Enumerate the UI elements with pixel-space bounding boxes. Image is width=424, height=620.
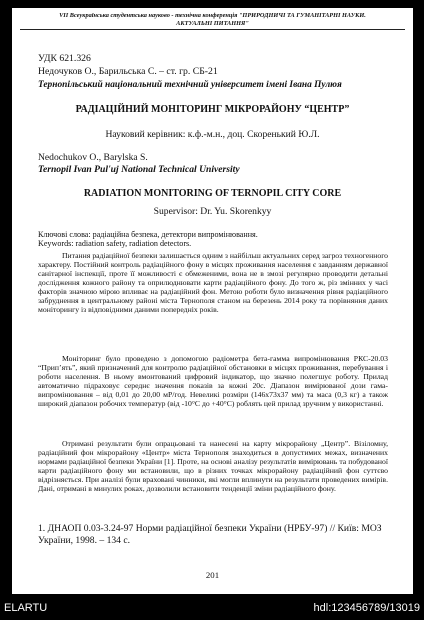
paragraph-3: Отримані результати були опрацьовані та нанесені на карту мікрорайону „Центр”. Візіломну, радіаційний фон мікрорайону «Центр» міста Тернополя знаходиться в допустимих межах, визначених нормами радіаційної безпеки України [1]. Проте, на основі аналізу результатів вимірювань та побудованої карти радіаційного фону ми встановили, що в різних точках мікрорайону радіаційний фон суттєво відрізняється. При аналізі були враховані чинники, які могли вплинути на результати проведених вимірів. Дані, отримані в минулих роках, дозволили встановити тенденції зміни радіаційного фону. — [38, 439, 388, 493]
repository-footer — [0, 596, 424, 620]
title-en: RADIATION MONITORING OF TERNOPIL CITY CORE — [83, 188, 342, 199]
authors-ua: Недочуков О., Барильська С. – ст. гр. СБ-21 — [38, 66, 218, 77]
paragraph-2: Моніторинг було проведено з допомогою радіометра бета-гамма випромінювання РКС-20.03 “Прип’ять”, який призначений для контролю радіаційної обстановки в місцях проживання, перебування і роботи населення. В ньому вмонтований цифровий індикатор, що значно полегшує роботу. Прилад автоматично підраховує середнє значення показів за кожні 20с. Діапазон вимірюваної дози гама-випромінювання – від 0,01 до 20,00 мР/год. Невеликі розміри (146х73х37 мм) та маса (0,3 кг) а також широкий діапазон робочих температур (від -10°С до +40°С) роблять цей прилад зручним у використанні. — [38, 354, 388, 408]
supervisor-en: Supervisor: Dr. Yu. Skorenkyy — [153, 206, 272, 217]
keywords — [38, 230, 258, 248]
document-page — [12, 8, 413, 594]
header-line-1: VII Всеукраїнська студентська науково - технічна конференція "ПРИРОДНИЧІ ТА ГУМАНІТАРНІ НАУКИ. — [59, 12, 366, 19]
repository-name: ELARTU — [4, 602, 48, 614]
header-line-2: АКТУАЛЬНІ ПИТАННЯ" — [176, 19, 249, 27]
conference-header — [20, 8, 405, 30]
handle-id: hdl:123456789/13019 — [313, 602, 420, 614]
title-ua: РАДІАЦІЙНИЙ МОНІТОРИНГ МІКРОРАЙОНУ “ЦЕНТР” — [75, 104, 350, 115]
affiliation-en: Ternopil Ivan Pul'uj National Technical University — [38, 164, 240, 175]
keywords-en: Keywords: radiation safety, radiation detectors. — [38, 239, 192, 248]
page-number: 201 — [205, 570, 220, 580]
reference-1: 1. ДНАОП 0.03-3.24-97 Норми радіаційної безпеки України (НРБУ-97) // Київ: МОЗ України, 1998. – 134 с. — [38, 523, 382, 546]
keywords-ua: Ключові слова: радіаційна безпека, детектори випромінювання. — [38, 230, 258, 239]
authors-en: Nedochukov O., Barylska S. — [38, 152, 148, 163]
paragraph-1: Питання радіаційної безпеки залишається одним з найбільш актуальних серед загроз техногенного характеру. Постійний контроль радіаційного фону в місцях проживання населення є завданням державної санітарної інспекції, проте її можливості є обмеженими, вона не в змозі регулярно проводити детальні дослідження кожного району та оприлюднювати карти радіаційного фону. До того ж, різ змінних у часі факторів значною мірою впливає на радіаційний фон. Метою роботи було визначення рівня радіаційного забруднення в центральному районі міста Тернополя станом на березень 2014 року та порівняння даних моніторингу із відповідними даними попередніх років. — [38, 251, 388, 314]
supervisor-ua: Науковий керівник: к.ф.-м.н., доц. Скоренький Ю.Л. — [105, 129, 320, 140]
affiliation-ua: Тернопільський національний технічний університет імені Івана Пулюя — [38, 80, 342, 90]
udk-code: УДК 621.326 — [38, 53, 91, 64]
